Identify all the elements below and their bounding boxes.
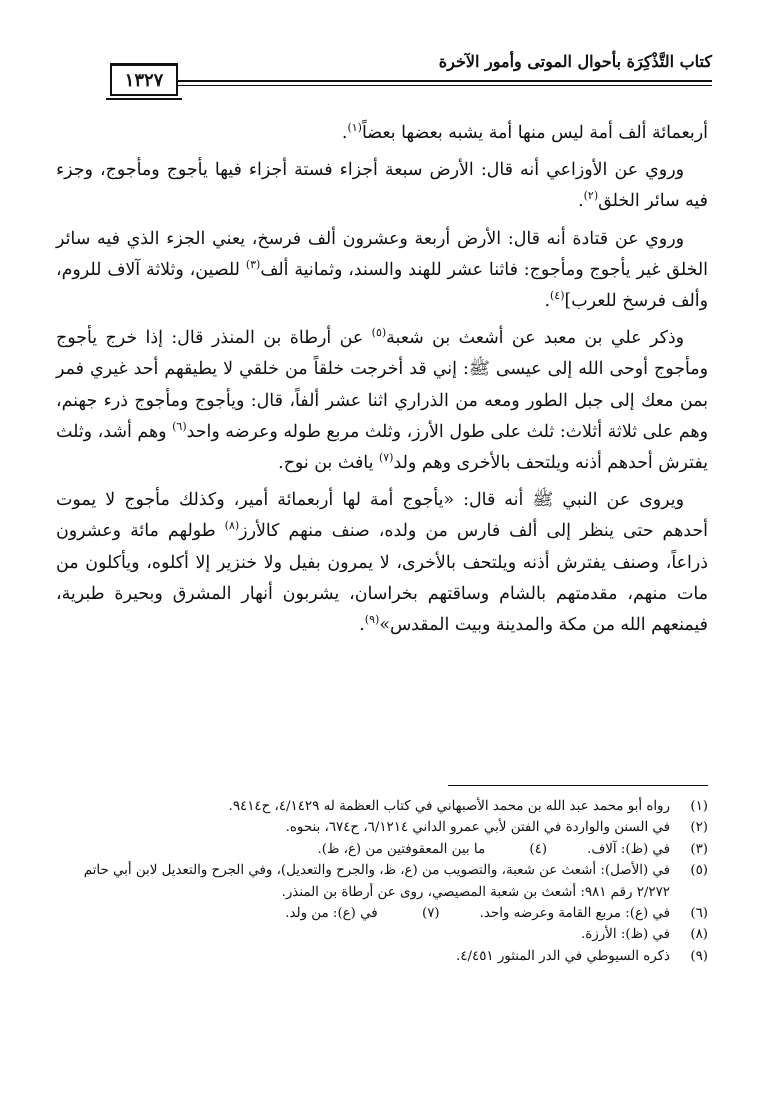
main-text [56, 118, 708, 647]
paragraph-4 [56, 323, 708, 479]
footnote-ref: (٩) [364, 613, 380, 627]
footnote-text: رواه أبو محمد عبد الله بن محمد الأصبهاني في كتاب العظمة له ٤/١٤٢٩، ح٩٤١٤. [228, 799, 670, 814]
footnotes [56, 796, 708, 967]
header-rule-thin [112, 85, 712, 86]
paragraph-2 [56, 155, 708, 217]
footnote-number: (٨) [690, 927, 708, 943]
paragraph-text: وذكر علي بن معبد عن أشعث بن شعبة [386, 328, 684, 349]
paragraph-5 [56, 485, 708, 641]
footnote-text: في السنن والواردة في الفتن لأبي عمرو الداني ٦/١٢١٤، ح٦٧٤، بنحوه. [285, 820, 670, 836]
paragraph-text: عن أرطاة بن المنذر قال: إذا خرج يأجوج ومأجوج أوحى الله إلى عيسى ﷺ: إني قد أخرجت خلقاً من خلقي لا يطيقهم أحد غيري فمر بمن معك إلى جبل الطور ومعه من الذراري اثنا عشر ألفاً، قال: ويأجوج ومأجوج ذرء جهنم، وهم على ثلاثة أثلاث: ثلث على طول الأرز، وثلث مربع طوله وعرضه واحد [56, 328, 708, 442]
footnote-number: (١) [690, 799, 708, 814]
footnote-item-pair [56, 903, 708, 924]
footnote-ref: (٣) [245, 258, 261, 272]
footnote-number: (٦) [690, 906, 708, 922]
footnote-ref: (٤) [549, 289, 565, 303]
page-number: ١٣٢٧ [110, 63, 178, 96]
footnote-number: (٤) [529, 841, 548, 857]
paragraph-1 [56, 118, 708, 149]
paragraph-text: للصين، وثلاثة آلاف للروم، وألف فرسخ للعرب] [56, 259, 708, 312]
paragraph-text: وروي عن قتادة أنه قال: الأرض أربعة وعشرون ألف فرسخ، يعني الجزء الذي فيه سائر الخلق غير يأجوج ومأجوج: فاثنا عشر للهند والسند، وثمانية ألف [56, 228, 708, 280]
footnote-inline [318, 839, 548, 860]
footnote-item [56, 946, 708, 967]
paragraph-text: وهم أشد، وثلث يفترش أحدهم أذنه ويلتحف بالأخرى وهم ولد [56, 421, 708, 474]
footnote-number: (٥) [690, 863, 708, 879]
footnote-number: (٧) [421, 906, 440, 922]
footnote-ref: (٢) [583, 189, 599, 203]
paragraph-text: ويروى عن النبي ﷺ أنه قال: «يأجوج أمة لها أربعمائة أمير، وكذلك مأجوج لا يموت أحدهم حتى ينظر إلى ألف فارس من ولده، صنف منهم كالأرز [56, 490, 708, 542]
paragraph-text: طولهم مائة وعشرون ذراعاً، وصنف يفترش أذنه ويلتحف بالأخرى، لا يمرون بفيل ولا خنزير إلا أكلوه، ويأكلون من مات منهم، مقدمتهم بالشام وساقتهم بخراسان، يشربون أنهار المشرق وبحيرة طبرية، فيمنعهم الله من مكة والمدينة وبيت المقدس» [56, 521, 708, 636]
paragraph-text: وروي عن الأوزاعي أنه قال: الأرض سبعة أجزاء فستة أجزاء فيها يأجوج ومأجوج، وجزء فيه سائر الخلق [56, 160, 708, 212]
footnote-text: في (ظ): الأرزة. [581, 927, 670, 943]
footnote-text: في (ظ): آلاف. [587, 841, 670, 857]
footnote-text: في (ع): مربع القامة وعرضه واحد. [479, 906, 670, 922]
footnote-number: (٢) [690, 820, 708, 836]
footnote-pair [56, 903, 670, 924]
footnote-item [56, 817, 708, 838]
footnote-pair [56, 839, 670, 860]
footnote-ref: (١) [347, 121, 362, 135]
footnote-ref: (٨) [224, 519, 240, 533]
header-rule [112, 80, 712, 82]
footnote-text: ذكره السيوطي في الدر المنثور ٤/٤٥١. [456, 948, 670, 964]
footnote-ref: (٦) [172, 420, 187, 434]
footnote-number: (٩) [690, 948, 708, 964]
footnote-text: ما بين المعقوفتين من (ع، ظ). [317, 841, 486, 857]
running-header-title: كتاب التَّذْكِرَة بأحوال الموتى وأمور الآخرة [438, 52, 712, 71]
paragraph-tail: . [544, 291, 550, 312]
footnote-separator [448, 785, 708, 786]
paragraph-tail: . [341, 123, 348, 143]
paragraph-text: أربعمائة ألف أمة ليس منها أمة يشبه بعضها بعضاً [361, 123, 708, 143]
paragraph-text: يافث بن نوح. [278, 453, 379, 474]
footnote-text: في (الأصل): أشعث عن شعبة، والتصويب من (ع، ظ، والجرح والتعديل)، وفي الجرح والتعديل لابن أبي حاتم ٢/٢٧٢ رقم ٩٨١: أشعث بن شعبة المصيصي، روى عن أرطاة بن المنذر. [83, 863, 670, 900]
footnote-text: في (ع): من ولد. [285, 906, 378, 922]
footnote-item [56, 860, 708, 903]
paragraph-3 [56, 224, 708, 318]
paragraph-tail: . [359, 615, 365, 636]
paragraph-tail: . [578, 191, 584, 212]
footnote-ref: (٧) [378, 451, 394, 465]
footnote-item [56, 924, 708, 945]
footnote-inline [285, 903, 439, 924]
footnote-number: (٣) [690, 841, 708, 857]
footnote-item-pair [56, 839, 708, 860]
footnote-item [56, 796, 708, 817]
footnote-ref: (٥) [371, 326, 387, 340]
